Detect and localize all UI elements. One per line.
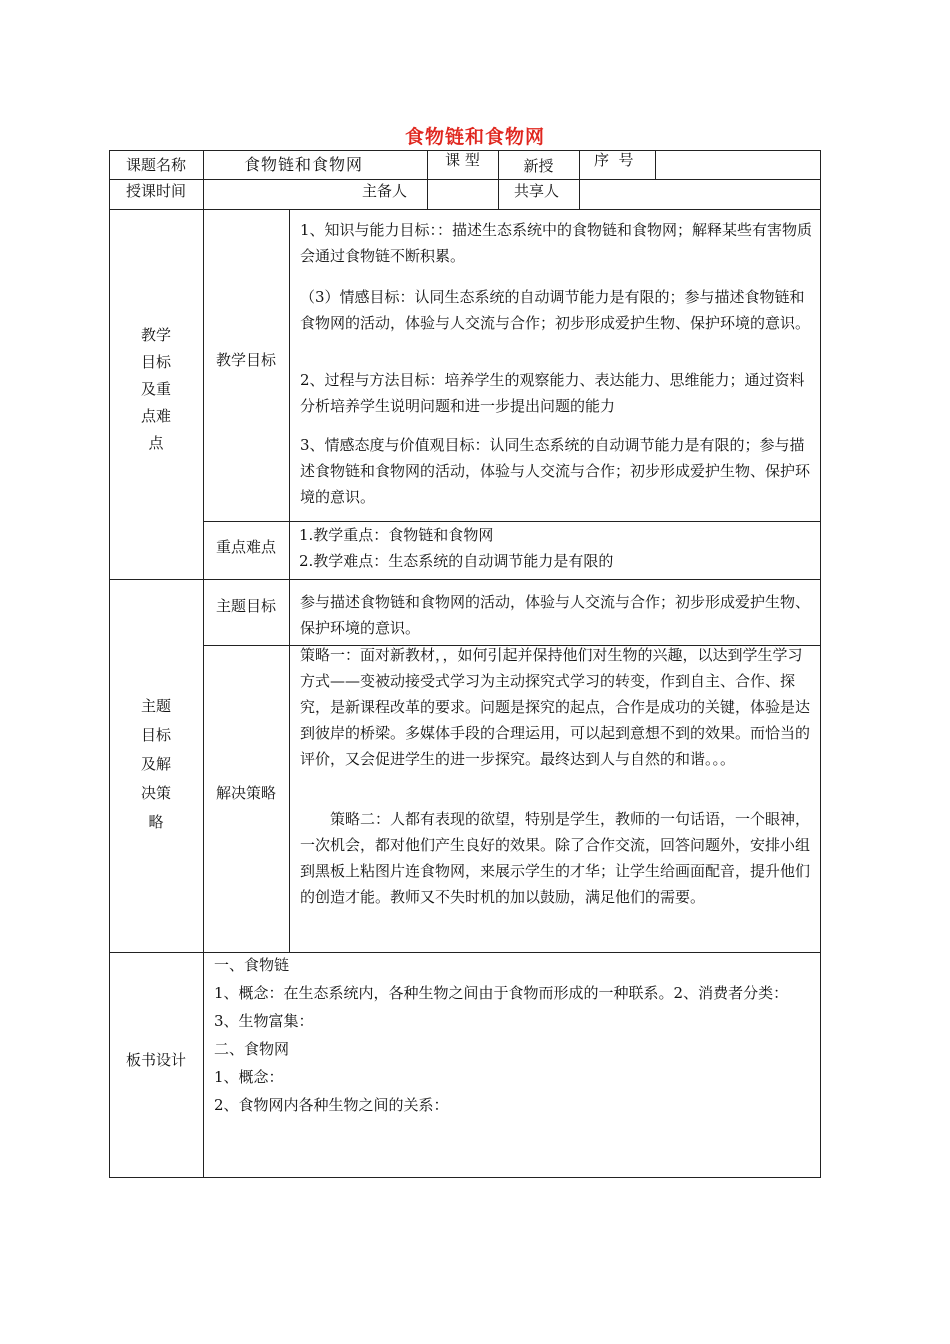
topic-label: 课题名称 (125, 156, 186, 174)
board-line: 3、生物富集： (214, 1012, 314, 1030)
time-label: 授课时间 (125, 182, 186, 200)
strategy-paragraph: 策略二：人都有表现的欲望，特别是学生，教师的一句话语，一个眼神，一次机会，都对他们产生良好的效果。除了合作交流，回答问题外，安排小组到黑板上粘图片连食物网，来展示学生的才华；让学生给画面配音，提升他们的创造才能。教师又不失时机的加以鼓励，满足他们的需要。 (300, 810, 811, 906)
section-label-theme (109, 692, 203, 837)
board-line: 1、概念： (214, 1068, 284, 1086)
section-label-line: 目标 (140, 726, 171, 744)
section-label-line: 及解 (140, 755, 171, 773)
preparer-label: 主备人 (362, 182, 408, 200)
board-line: 二、食物网 (214, 1040, 290, 1058)
goal-paragraph: 1、知识与能力目标：：描述生态系统中的食物链和食物网；解释某些有害物质会通过食物链不断积累。 (300, 221, 813, 265)
section-label-line: 教学 (140, 326, 171, 344)
strategy-paragraph: 策略一：面对新教材，，如何引起并保持他们对生物的兴趣，以达到学生学习方式——变被动接受式学习为主动探究式学习的转变，作到自主、合作、探究，是新课程改革的要求。问题是探究的起点，合作是成功的关键，体验是达到彼岸的桥梁。多媒体手段的合理运用，可以起到意想不到的效果。而恰当的评价，又会促进学生的进一步探究。最终达到人与自然的和谐。。。 (300, 646, 811, 768)
section-label-line: 主题 (140, 697, 171, 715)
section-label-line: 点 (148, 434, 164, 452)
section-label-line: 略 (148, 813, 164, 831)
theme-goal-text: 参与描述食物链和食物网的活动，体验与人交流与合作；初步形成爱护生物、保护环境的意识。 (300, 593, 811, 637)
key-points-label: 重点难点 (215, 538, 276, 556)
section-label-line: 决策 (140, 784, 171, 802)
table-divider (655, 150, 656, 180)
type-label: 课 型 (445, 151, 480, 169)
table-divider (203, 150, 204, 1178)
goal-paragraph: 3、情感态度与价值观目标：认同生态系统的自动调节能力是有限的；参与描述食物链和食物网的活动，体验与人交流与合作；初步形成爱护生物、保护环境的意识。 (300, 436, 811, 506)
sharer-label: 共享人 (514, 182, 560, 200)
table-divider (289, 209, 290, 952)
key-point-line: 1.教学重点：食物链和食物网 (299, 526, 494, 544)
board-line: 2、食物网内各种生物之间的关系： (214, 1096, 449, 1114)
table-divider (109, 209, 821, 210)
key-point-line: 2.教学难点：生态系统的自动调节能力是有限的 (299, 552, 614, 570)
goal-paragraph: （3）情感目标：认同生态系统的自动调节能力是有限的；参与描述食物链和食物网的活动，体验与人交流与合作；初步形成爱护生物、保护环境的意识。 (300, 288, 811, 332)
strategy-label: 解决策略 (215, 784, 276, 802)
board-line: 1、概念：在生态系统内，各种生物之间由于食物而形成的一种联系。2、消费者分类： (214, 984, 789, 1002)
section-label-line: 点难 (140, 407, 171, 425)
board-design-label: 板书设计 (125, 1051, 186, 1069)
section-label-line: 及重 (140, 380, 171, 398)
section-label-teaching-goals (109, 322, 203, 457)
goal-paragraph: 2、过程与方法目标：培养学生的观察能力、表达能力、思维能力；通过资料分析培养学生说明问题和进一步提出问题的能力 (300, 371, 805, 415)
table-divider (109, 579, 821, 580)
section-label-line: 目标 (140, 353, 171, 371)
type-value: 新授 (523, 157, 554, 175)
topic-value: 食物链和食物网 (244, 155, 364, 174)
sequence-label: 序 号 (594, 151, 634, 169)
goals-label: 教学目标 (215, 351, 276, 369)
theme-goal-label: 主题目标 (215, 597, 276, 615)
table-divider (109, 179, 821, 180)
board-design-content (214, 951, 814, 1119)
board-line: 一、食物链 (214, 956, 290, 974)
table-divider (579, 150, 580, 209)
page-title: 食物链和食物网 (404, 126, 545, 148)
